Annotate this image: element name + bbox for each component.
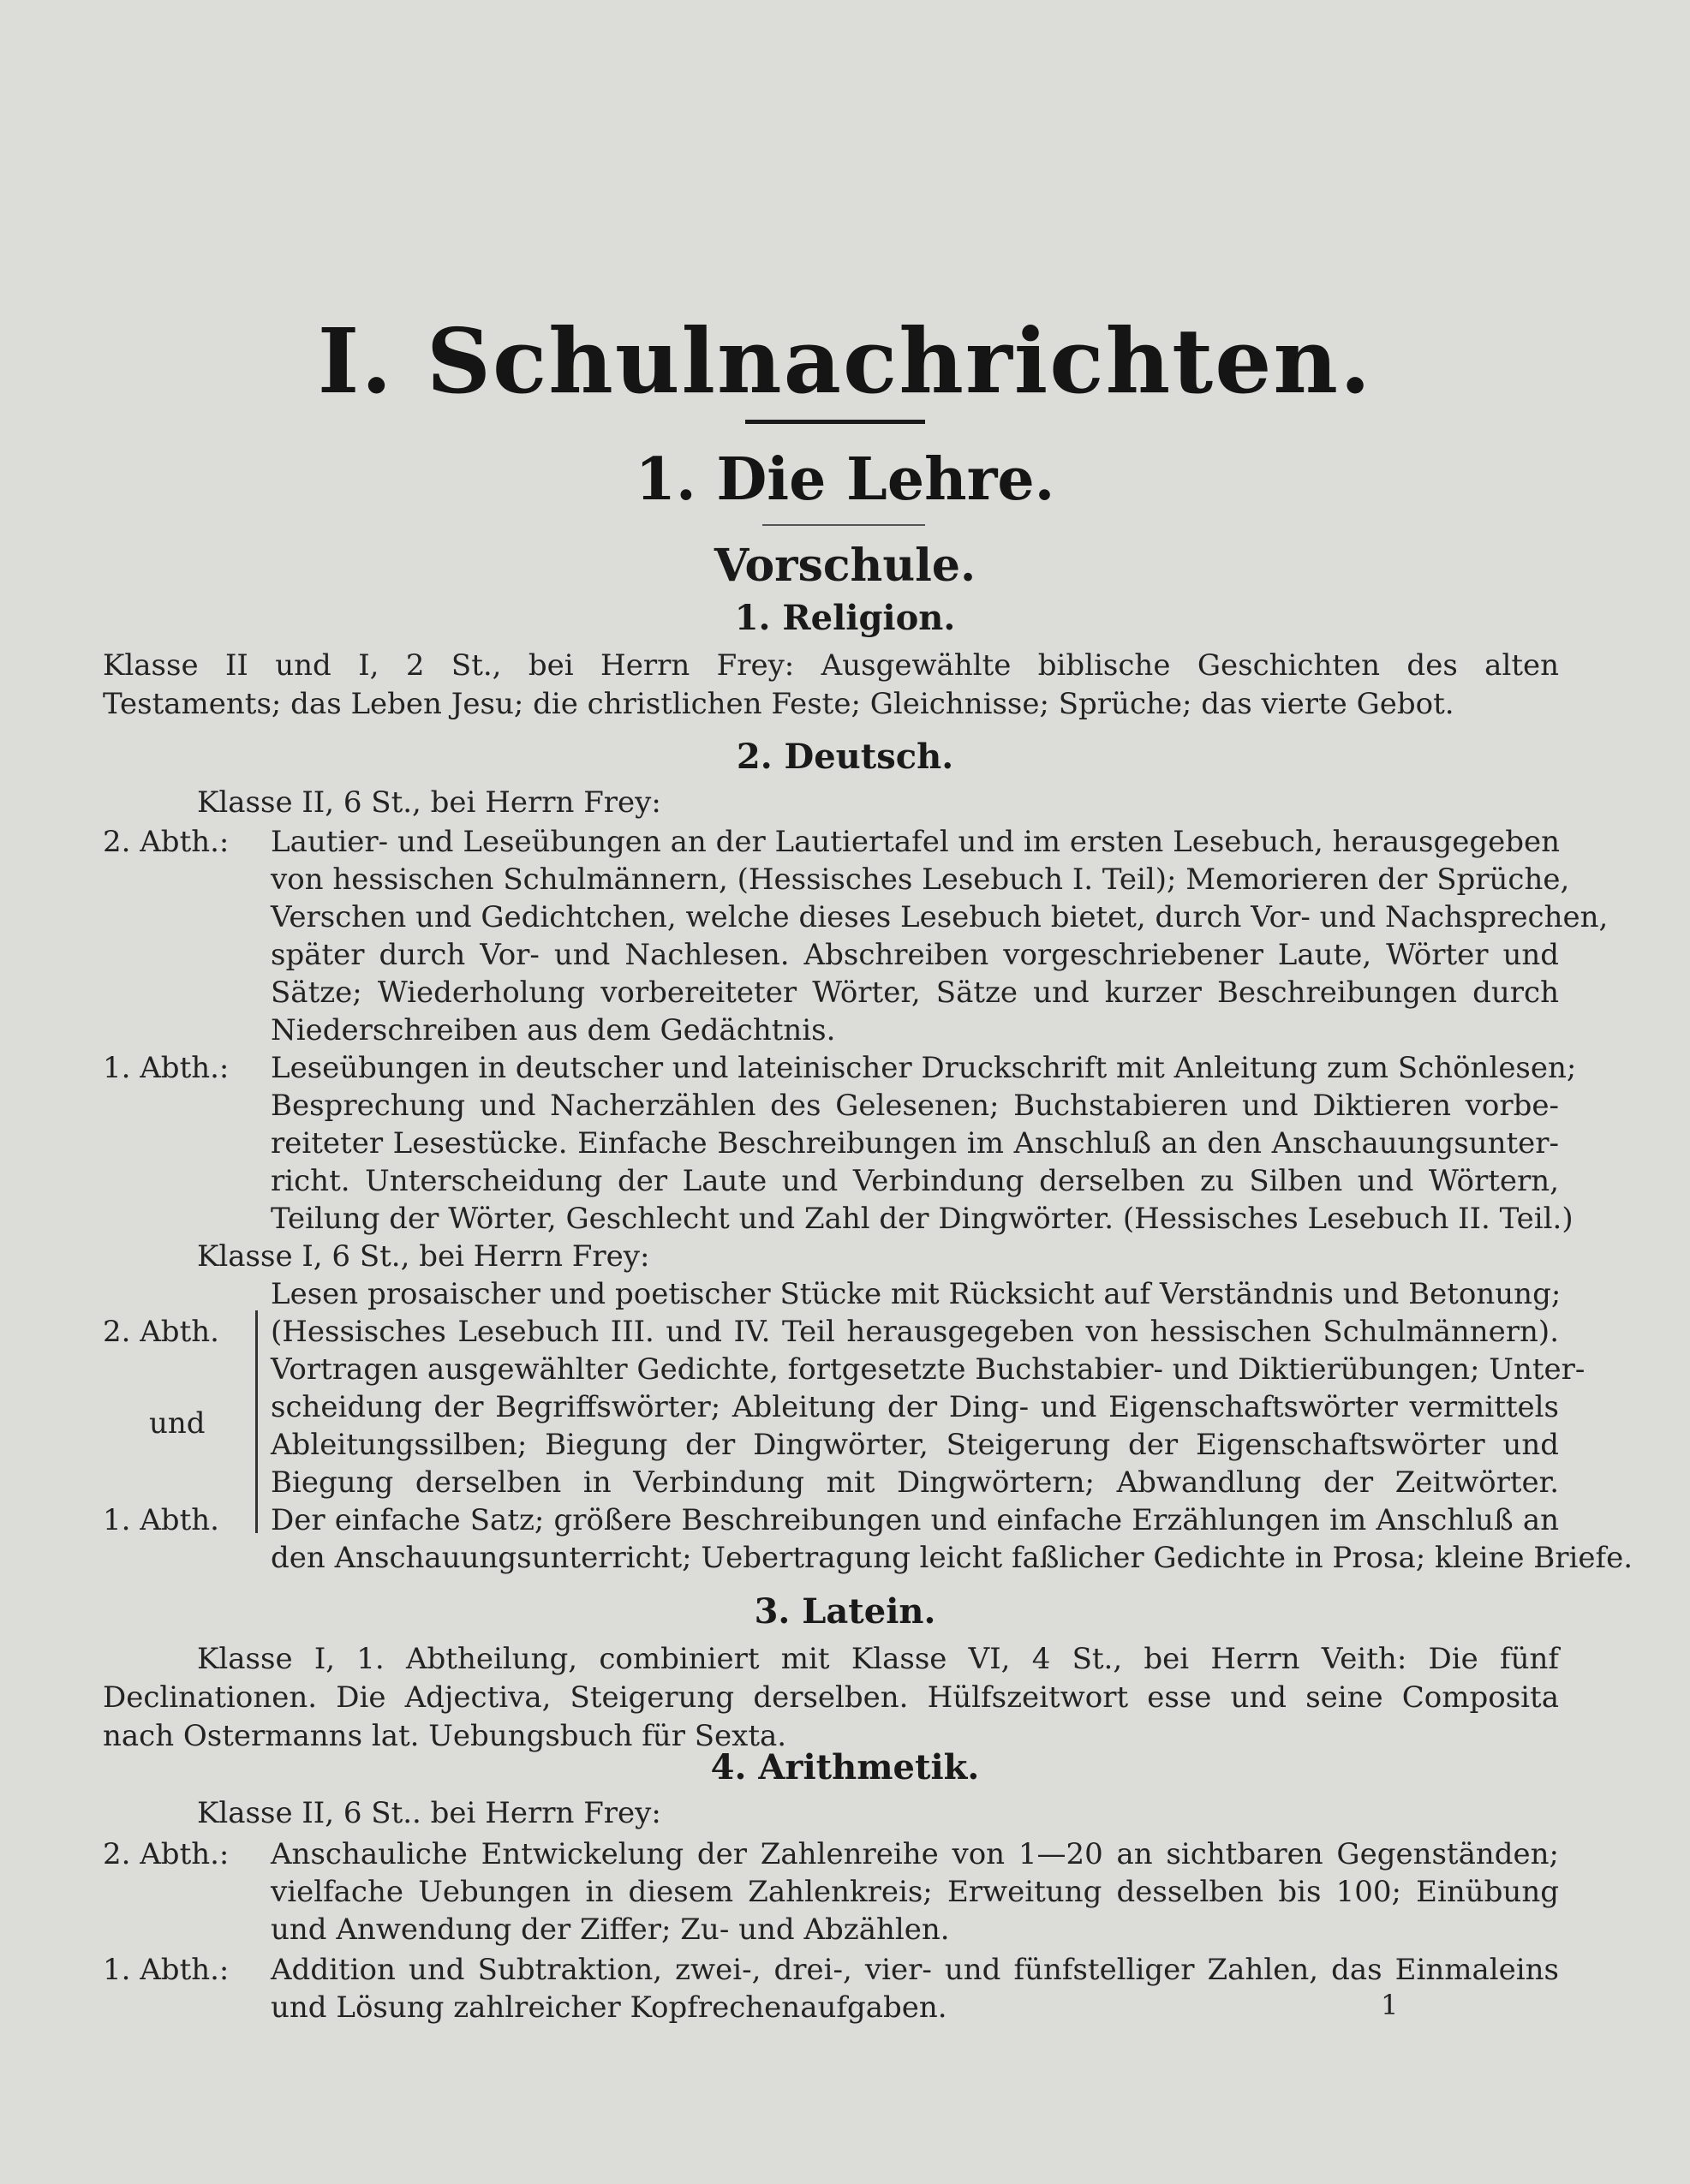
religion-line: Klasse II und I, 2 St., bei Herrn Frey: Ausgewählte biblische Geschichten des alten	[103, 648, 1559, 683]
deutsch-heading: 2. Deutsch.	[736, 737, 954, 777]
deutsch-abt2-line: später durch Vor- und Nachlesen. Abschreiben vorgeschriebener Laute, Wörter und	[271, 938, 1559, 972]
section-heading: 1. Die Lehre.	[635, 445, 1055, 514]
deutsch-combined-line: Der einfache Satz; größere Beschreibungen und einfache Erzählungen im Anschluß an	[271, 1503, 1559, 1537]
deutsch-klasse1: Klasse I, 6 St., bei Herrn Frey:	[197, 1239, 650, 1274]
deutsch-klasse2: Klasse II, 6 St., bei Herrn Frey:	[197, 785, 661, 820]
combined-label: 2. Abth.	[103, 1315, 219, 1349]
deutsch-abt2-line: von hessischen Schulmännern, (Hessisches Lesebuch I. Teil); Memorieren der Sprüche,	[271, 862, 1570, 897]
latein-line: Klasse I, 1. Abtheilung, combiniert mit Klasse VI, 4 St., bei Herrn Veith: Die fünf	[197, 1642, 1559, 1676]
deutsch-abt1-line: Besprechung und Nacherzählen des Gelesenen; Buchstabieren und Diktieren vorbe-	[271, 1089, 1559, 1123]
deutsch-abt2-label: 2. Abth.:	[103, 825, 230, 859]
deutsch-combined-line: scheidung der Begriffswörter; Ableitung der Ding- und Eigenschaftswörter vermittels	[271, 1390, 1559, 1424]
deutsch-combined-line: Lesen prosaischer und poetischer Stücke mit Rücksicht auf Verständnis und Betonung;	[271, 1277, 1562, 1311]
arithmetik-heading: 4. Arithmetik.	[710, 1747, 980, 1787]
arithmetik-abt1-label: 1. Abth.:	[103, 1953, 230, 1987]
deutsch-abt2-line: Niederschreiben aus dem Gedächtnis.	[271, 1013, 836, 1047]
deutsch-combined-line: Vortragen ausgewählter Gedichte, fortgesetzte Buchstabier- und Diktierübungen; Unter-	[271, 1352, 1585, 1387]
deutsch-abt1-line: Teilung der Wörter, Geschlecht und Zahl der Dingwörter. (Hessisches Lesebuch II. Teil.)	[271, 1202, 1574, 1236]
subsection-heading: Vorschule.	[714, 540, 976, 592]
arithmetik-abt2-line: und Anwendung der Ziffer; Zu- und Abzählen.	[271, 1912, 950, 1947]
section-rule	[762, 524, 925, 526]
latein-line: nach Ostermanns lat. Uebungsbuch für Sexta.	[103, 1719, 787, 1753]
deutsch-abt1-line: richt. Unterscheidung der Laute und Verbindung derselben zu Silben und Wörtern,	[271, 1164, 1559, 1198]
page-number: 1	[1381, 1989, 1399, 2021]
deutsch-abt1-label: 1. Abth.:	[103, 1051, 230, 1085]
deutsch-combined-line: Biegung derselben in Verbindung mit Dingwörtern; Abwandlung der Zeitwörter.	[271, 1465, 1559, 1500]
deutsch-combined-line: den Anschauungsunterricht; Uebertragung leicht faßlicher Gedichte in Prosa; kleine Briefe.	[271, 1541, 1633, 1575]
arithmetik-abt2-line: vielfache Uebungen in diesem Zahlenkreis; Erweitung desselben bis 100; Einübung	[271, 1875, 1559, 1909]
page-title: I. Schulnachrichten.	[317, 308, 1373, 414]
deutsch-abt1-line: Leseübungen in deutscher und lateinischer Druckschrift mit Anleitung zum Schönlesen;	[271, 1051, 1577, 1085]
latein-line: Declinationen. Die Adjectiva, Steigerung derselben. Hülfszeitwort esse und seine Composita	[103, 1680, 1559, 1715]
deutsch-abt1-line: reiteter Lesestücke. Einfache Beschreibungen im Anschluß an den Anschauungsunter-	[271, 1126, 1559, 1161]
title-rule	[745, 420, 925, 424]
arithmetik-abt2-line: Anschauliche Entwickelung der Zahlenreihe von 1—20 an sichtbaren Gegenständen;	[271, 1837, 1559, 1871]
religion-heading: 1. Religion.	[734, 598, 956, 638]
arithmetik-abt1-line: und Lösung zahlreicher Kopfrechenaufgaben.	[271, 1990, 947, 2025]
deutsch-abt2-line: Sätze; Wiederholung vorbereiteter Wörter, Sätze und kurzer Beschreibungen durch	[271, 976, 1559, 1010]
deutsch-abt2-line: Verschen und Gedichtchen, welche dieses Lesebuch bietet, durch Vor- und Nachsprechen,	[271, 900, 1609, 934]
deutsch-abt2-line: Lautier- und Leseübungen an der Lautiertafel und im ersten Lesebuch, herausgegeben	[271, 825, 1561, 859]
religion-line: Testaments; das Leben Jesu; die christlichen Feste; Gleichnisse; Sprüche; das vierte Gebot.	[103, 687, 1454, 721]
latein-heading: 3. Latein.	[754, 1591, 936, 1632]
brace-bracket	[255, 1310, 268, 1533]
deutsch-combined-line: Ableitungssilben; Biegung der Dingwörter, Steigerung der Eigenschaftswörter und	[271, 1428, 1559, 1462]
arithmetik-abt1-line: Addition und Subtraktion, zwei-, drei-, vier- und fünfstelliger Zahlen, das Einmaleins	[271, 1953, 1559, 1987]
combined-label: und	[149, 1406, 206, 1441]
deutsch-combined-line: (Hessisches Lesebuch III. und IV. Teil herausgegeben von hessischen Schulmännern).	[271, 1315, 1559, 1349]
combined-label: 1. Abth.	[103, 1503, 219, 1537]
arithmetik-klasse2: Klasse II, 6 St.. bei Herrn Frey:	[197, 1796, 661, 1830]
arithmetik-abt2-label: 2. Abth.:	[103, 1837, 230, 1871]
